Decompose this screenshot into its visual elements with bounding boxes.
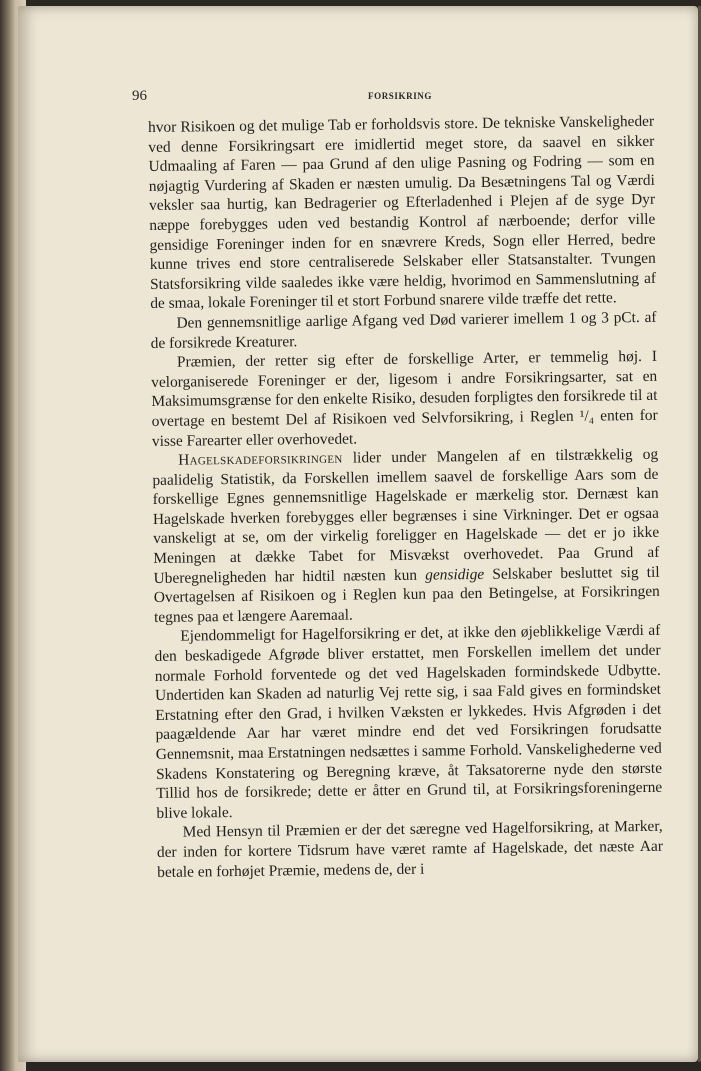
section-heading: Hagelskadeforsikringen: [178, 449, 343, 469]
paragraph-6: Med Hensyn til Præmien er der det særegne ved Hagelforsikring, at Marker, der inden for kortere Tidsrum have været ramte af Hagelskade, det næste Aar betale en forhøjet Præmie, medens de, der i: [156, 818, 664, 881]
paragraph-2: Den gennemsnitlige aarlige Afgang ved Død varierer imellem 1 og 3 pCt. af de forsikrede Kreaturer.: [150, 308, 657, 352]
body-text: [148, 112, 663, 882]
paragraph-4-text-b: Selskaber besluttet sig til Overtagelsen af Risikoen og i Reglen kun paa den Betingelse, at Forsikringen tegnes paa et længere Aaremaal.: [153, 563, 660, 626]
paragraph-4-italic: gensidige: [425, 565, 485, 584]
paragraph-3: Præmien, der retter sig efter de forskellige Arter, er temmelig høj. I velorganiserede Foreninger er der, ligesom i andre Forsikringsarter, sat en Maksimumsgrænse for den enkelte Risiko, desuden forpligtes den forsikrede til at overtage en bestemt Del af Risikoen ved Selvforsikring, i Reglen ¹/₄ enten for visse Farearter eller overhovedet.: [151, 347, 658, 450]
paragraph-4: [152, 445, 660, 628]
page-number: 96: [132, 88, 147, 104]
paragraph-5: Ejendommeligt for Hagelforsikring er det, at ikke den øjeblikkelige Værdi af den beskadigede Afgrøde bliver erstattet, men Forskellen imellem det under normale Forhold forventede og det ved Hagelskaden formindskede Udbytte. Undertiden kan Skaden ad naturlig Vej rette sig, i saa Fald gives en formindsket Erstatning efter den Grad, i hvilken Væksten er lykkedes. Hvis Afgrøden i det paagældende Aar har været mindre end det ved Forsikringen forudsatte Gennemsnit, maa Erstatningen nedsættes i samme Forhold. Vanskelighederne ved Skadens Konstatering og Beregning kræve, åt Taksatorerne nyde den største Tillid hos de forsikrede; dette er åtter en Grund til, at Forsikringsforeningerne blive lokale.: [154, 622, 663, 822]
page-header: [132, 88, 652, 110]
paragraph-1: hvor Risikoen og det mulige Tab er forholdsvis store. De tekniske Vanskeligheder ved denne Forsikringsart ere imidlertid meget store, da saavel en sikker Udmaaling af Faren — paa Grund af den ulige Pasning og Fodring — som en nøjagtig Vurdering af Skaden er næsten umulig. Da Besætningens Tal og Værdi veksler saa hurtig, kan Bedragerier og Efterladenhed i Plejen af de syge Dyr næppe forebygges uden ved bestandig Kontrol af nærboende; derfor ville gensidige Foreninger inden for en snævrere Kreds, Sogn eller Herred, bedre kunne trives end store centraliserede Selskaber eller Statsanstalter. Tvungen Statsforsikring vilde saaledes ikke være heldig, hvorimod en Sammenslutning af de smaa, lokale Foreninger til et stort Forbund snarere vilde træffe det rette.: [148, 112, 657, 313]
running-head: FORSIKRING: [368, 91, 433, 101]
paragraph-4-text-a: lider under Mangelen af en tilstrækkelig og paalidelig Statistik, da Forskellen imellem saavel de forskellige Aars som de forskellige Egnes gennemsnitlige Hagelskade er mærkelig stor. Dernæst kan Hagelskade hverken forebygges eller begrænses i sine Virkninger. Det er ogsaa vanskeligt at se, om der virkelig foreligger en Hagelskade — det er jo ikke Meningen at dække Tabet for Misvækst overhovedet. Paa Grund af Uberegneligheden har hidtil næsten kun: [152, 445, 660, 587]
